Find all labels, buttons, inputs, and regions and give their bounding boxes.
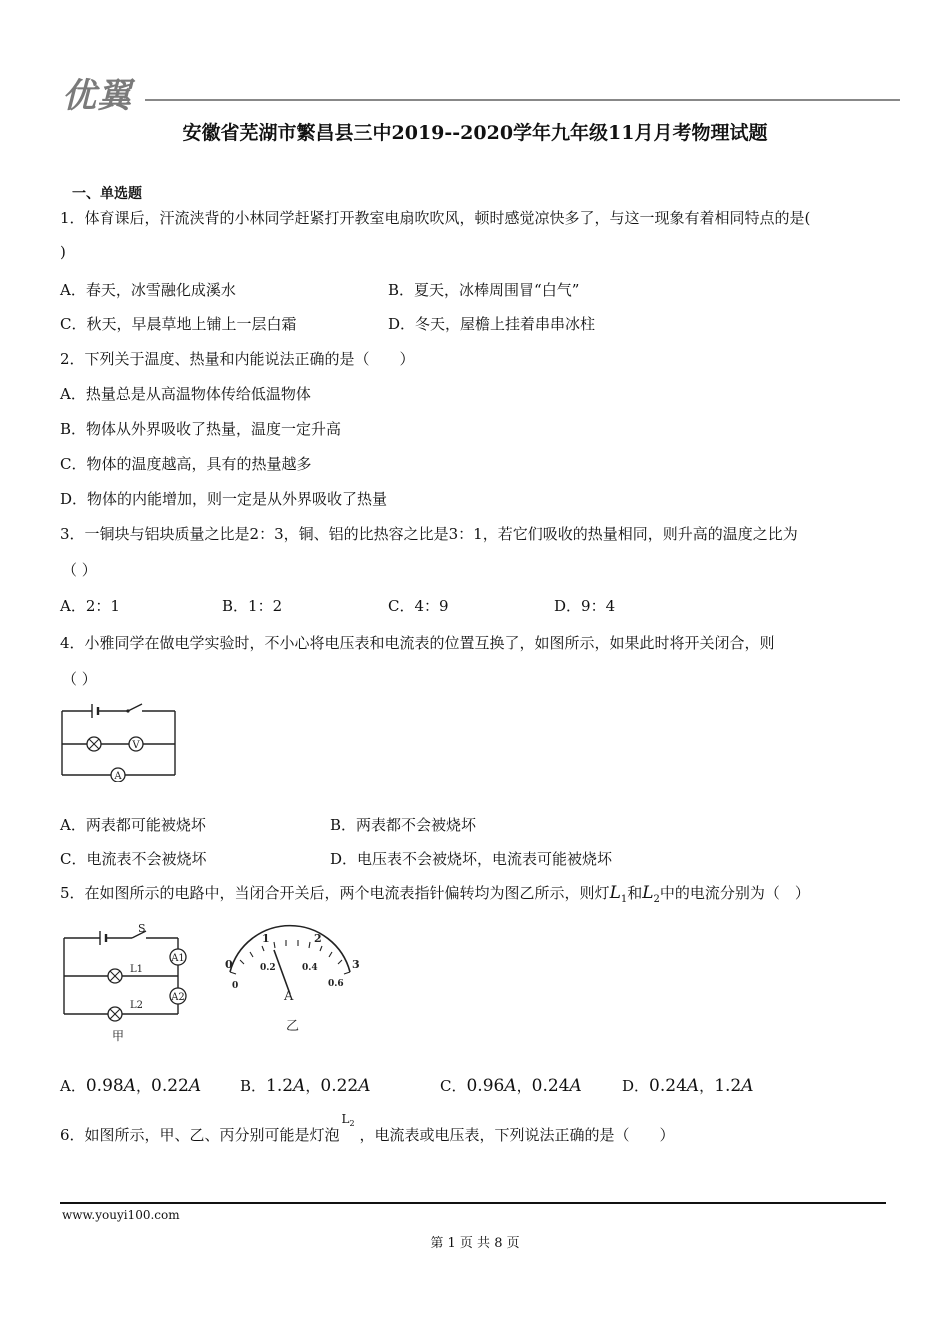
q5-option-d-sep: ，: [699, 1077, 715, 1095]
q2-option-b: B．物体从外界吸收了热量，温度一定升高: [60, 420, 342, 438]
q2-stem: 2．下列关于温度、热量和内能说法正确的是（ ）: [60, 350, 415, 368]
q5-option-d-unit2: A: [741, 1076, 754, 1096]
q5-lamp1-symbol: L: [609, 883, 621, 903]
footer-divider: [60, 1202, 886, 1204]
lamp-symbol: [87, 737, 101, 751]
voltmeter-label: V: [132, 740, 140, 751]
q5-option-c-unit2: A: [569, 1076, 582, 1096]
q5-option-b: [240, 1075, 371, 1096]
q5-meter-figure-yi: [210, 922, 370, 1038]
q4-option-b: B．两表都不会被烧坏: [330, 816, 477, 834]
q3-stem-line2: （ ）: [62, 561, 97, 579]
q5-lamp1-sub: 1: [620, 894, 628, 905]
q2-option-a: A．热量总是从高温物体传给低温物体: [60, 385, 311, 403]
q2-option-c: C．物体的温度越高，具有的热量越多: [60, 455, 312, 473]
q3-option-b: B．1：2: [222, 597, 283, 615]
q5-option-b-value1: 1.2: [266, 1076, 294, 1096]
q3-option-d: D．9：4: [554, 597, 616, 615]
q1-option-a: A．春天，冰雪融化成溪水: [60, 281, 236, 299]
q5-option-b-sep: ，: [305, 1077, 321, 1095]
q6-stem: [60, 1112, 675, 1145]
switch-label: S: [138, 922, 146, 935]
q5-option-d-unit1: A: [686, 1076, 700, 1096]
figure-caption-yi: 乙: [286, 1019, 300, 1034]
q5-option-a: [60, 1075, 201, 1096]
q5-option-d-value2: 1.2: [714, 1076, 742, 1096]
switch-blade: [128, 704, 142, 711]
q5-option-c-value1: 0.96: [466, 1076, 505, 1096]
lamp-l1-symbol: [108, 969, 122, 983]
q5-lamp2-sub: 2: [653, 894, 660, 905]
q1-stem-line2: ): [60, 243, 66, 261]
page-title: 安徽省芜湖市繁昌县三中2019--2020学年九年级11月月考物理试题: [182, 122, 768, 144]
q3-option-a: A．2：1: [60, 597, 120, 615]
q6-stem-b: ，电流表或电压表，下列说法正确的是（ ）: [359, 1126, 675, 1144]
q5-option-d-label: D．: [622, 1077, 650, 1095]
ammeter-label: A: [114, 771, 122, 782]
q5-option-c: [440, 1075, 582, 1096]
q1-option-d: D．冬天，屋檐上挂着串串冰柱: [388, 315, 596, 333]
q2-option-d: D．物体的内能增加，则一定是从外界吸收了热量: [60, 490, 388, 508]
q4-stem-line1: 4．小雅同学在做电学实验时，不小心将电压表和电流表的位置互换了，如图所示，如果此时将开关闭合，则: [60, 634, 775, 652]
lamp-l2-label: L2: [130, 1000, 144, 1011]
q6-lamp-symbol: L: [341, 1112, 350, 1126]
ammeter-a1-label: A1: [171, 953, 185, 964]
q5-and: 和: [627, 884, 643, 902]
logo: 优翼: [62, 76, 132, 116]
q5-option-d-value1: 0.24: [649, 1076, 687, 1096]
q5-option-c-label: C．: [440, 1077, 467, 1095]
upper-tick-0: 0: [225, 958, 233, 971]
q5-option-a-unit2: A: [188, 1076, 202, 1096]
q5-option-c-unit1: A: [504, 1076, 517, 1096]
q5-option-c-value2: 0.24: [531, 1076, 570, 1096]
meter-unit-label: A: [284, 989, 294, 1004]
q4-option-a: A．两表都可能被烧坏: [60, 816, 206, 834]
section-heading: 一、单选题: [72, 186, 142, 202]
lower-tick-02: 0.2: [260, 963, 276, 973]
lower-tick-0: 0: [232, 981, 239, 991]
q5-option-d: [622, 1075, 754, 1096]
q5-option-b-unit2: A: [358, 1076, 371, 1096]
q3-stem-line1: 3．一铜块与铝块质量之比是2：3，铜、铝的比热容之比是3：1，若它们吸收的热量相同，则升高的温度之比为: [60, 525, 798, 543]
q4-circuit-figure: [58, 700, 180, 782]
q1-option-c: C．秋天，早晨草地上铺上一层白霜: [60, 315, 297, 333]
q4-option-d: D．电压表不会被烧坏，电流表可能被烧坏: [330, 850, 613, 868]
footer-page-number: 第 1 页 共 8 页: [430, 1236, 520, 1251]
q4-option-c: C．电流表不会被烧坏: [60, 850, 207, 868]
q5-stem: [60, 882, 810, 905]
q1-option-b: B．夏天，冰棒周围冒“白气”: [388, 281, 580, 299]
q5-option-a-value2: 0.22: [151, 1076, 189, 1096]
q5-stem-a: 5．在如图所示的电路中，当闭合开关后，两个电流表指针偏转均为图乙所示，则灯: [60, 884, 610, 902]
meter-needle: [274, 950, 290, 994]
q5-option-b-value2: 0.22: [320, 1076, 359, 1096]
q5-option-a-label: A．: [60, 1077, 86, 1095]
q5-option-a-unit1: A: [123, 1076, 136, 1096]
header-divider: [145, 99, 900, 101]
lamp-l2-symbol: [108, 1007, 122, 1021]
upper-tick-3: 3: [352, 958, 360, 971]
q5-option-a-value1: 0.98: [85, 1076, 124, 1096]
ammeter-a2-label: A2: [171, 992, 185, 1003]
figure-caption-jia: 甲: [111, 1029, 125, 1043]
q1-stem-line1: 1．体育课后，汗流浃背的小林同学赶紧打开教室电扇吹吹风，顿时感觉凉快多了，与这一现象有着相同特点的是(: [60, 209, 811, 227]
lower-tick-06: 0.6: [328, 979, 344, 989]
q5-circuit-figure-jia: [58, 922, 198, 1046]
meter-ticks: [230, 940, 350, 974]
q5-lamp2-symbol: L: [642, 883, 654, 903]
q6-stem-a: 6．如图所示，甲、乙、丙分别可能是灯泡: [60, 1126, 340, 1144]
q5-option-a-sep: ，: [135, 1077, 151, 1095]
q6-lamp-sub: 2: [349, 1119, 355, 1128]
lamp-l1-label: L1: [130, 964, 144, 975]
switch-pivot: [126, 709, 129, 712]
q5-stem-b: 中的电流分别为（ ）: [659, 884, 810, 902]
meter-scale-arc: [230, 926, 350, 972]
q5-option-c-sep: ，: [516, 1077, 532, 1095]
footer-url: www.youyi100.com: [62, 1208, 180, 1222]
upper-tick-2: 2: [314, 932, 322, 945]
q3-option-c: C．4：9: [388, 597, 449, 615]
q5-option-b-unit1: A: [293, 1076, 306, 1096]
upper-tick-1: 1: [262, 932, 270, 945]
lower-tick-04: 0.4: [302, 963, 318, 973]
q5-option-b-label: B．: [240, 1077, 267, 1095]
q4-stem-line2: （ ）: [62, 670, 97, 688]
q6-lamp-label: [340, 1112, 360, 1140]
